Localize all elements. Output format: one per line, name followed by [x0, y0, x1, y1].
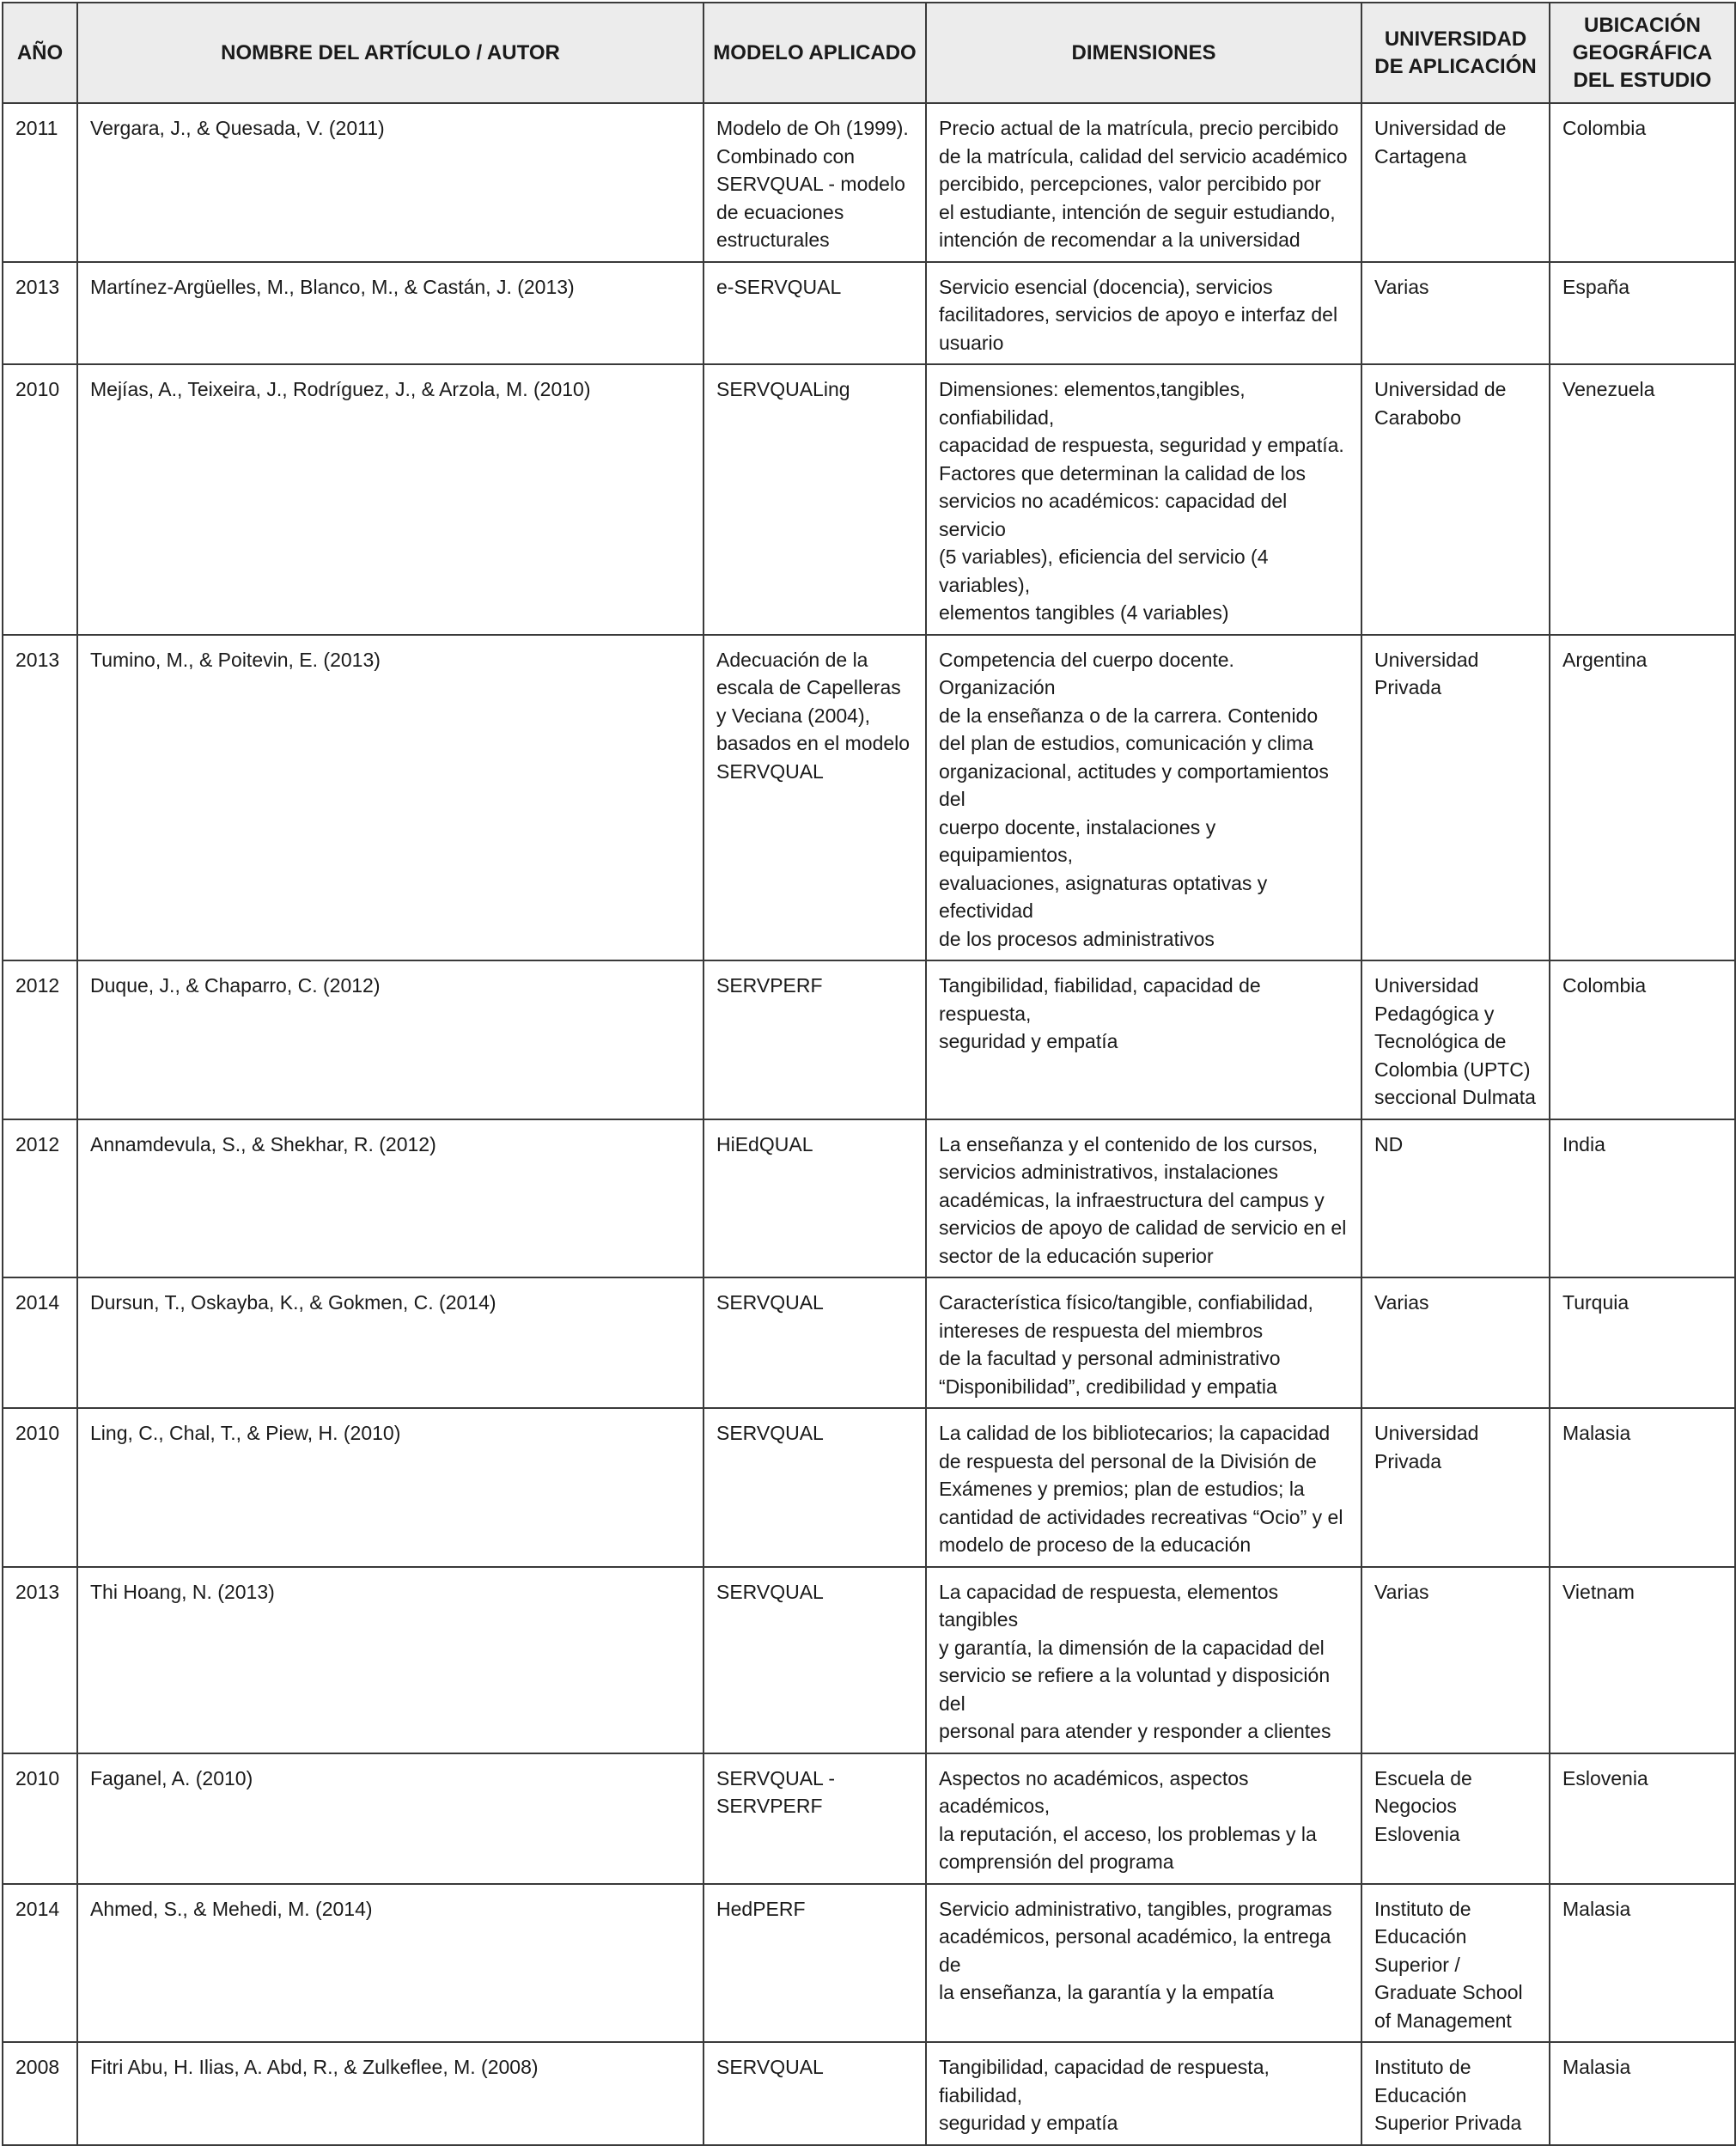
- header-article: NOMBRE DEL ARTÍCULO / AUTOR: [77, 3, 704, 103]
- cell-year: 2012: [3, 1119, 77, 1278]
- cell-dimensions: La calidad de los bibliotecarios; la capacidad de respuesta del personal de la División de Exámenes y premios; plan de estudios; la cantidad de actividades recreativas “Ocio” y el modelo de proceso de la educación: [926, 1408, 1361, 1567]
- cell-model: SERVQUALing: [704, 364, 926, 635]
- cell-year: 2014: [3, 1277, 77, 1408]
- literature-table: [2, 2, 1736, 2146]
- cell-location: Malasia: [1550, 1884, 1735, 2043]
- cell-article: Vergara, J., & Quesada, V. (2011): [77, 103, 704, 262]
- cell-year: 2011: [3, 103, 77, 262]
- header-year: AÑO: [3, 3, 77, 103]
- table-row: [3, 262, 1735, 365]
- cell-year: 2012: [3, 960, 77, 1119]
- table-row: [3, 103, 1735, 262]
- cell-university: Instituto de Educación Superior Privada: [1361, 2042, 1550, 2145]
- cell-article: Ling, C., Chal, T., & Piew, H. (2010): [77, 1408, 704, 1567]
- cell-dimensions: Servicio administrativo, tangibles, programas académicos, personal académico, la entrega de la enseñanza, la garantía y la empatía: [926, 1884, 1361, 2043]
- cell-model: SERVQUAL: [704, 1567, 926, 1753]
- cell-location: Venezuela: [1550, 364, 1735, 635]
- cell-year: 2010: [3, 1408, 77, 1567]
- table-row: [3, 1277, 1735, 1408]
- table-row: [3, 1567, 1735, 1753]
- cell-dimensions: Competencia del cuerpo docente. Organización de la enseñanza o de la carrera. Contenido del plan de estudios, comunicación y clima organizacional, actitudes y comportamientos del cuerpo docente, instalaciones y equipamientos, evaluaciones, asignaturas optativas y efectividad de los procesos administrativos: [926, 635, 1361, 961]
- header-row: [3, 3, 1735, 103]
- cell-article: Fitri Abu, H. Ilias, A. Abd, R., & Zulkeflee, M. (2008): [77, 2042, 704, 2145]
- table-row: [3, 1884, 1735, 2043]
- cell-location: Malasia: [1550, 1408, 1735, 1567]
- cell-model: Modelo de Oh (1999). Combinado con SERVQUAL - modelo de ecuaciones estructurales: [704, 103, 926, 262]
- cell-article: Duque, J., & Chaparro, C. (2012): [77, 960, 704, 1119]
- table-row: [3, 2042, 1735, 2145]
- cell-location: Argentina: [1550, 635, 1735, 961]
- cell-dimensions: Tangibilidad, capacidad de respuesta, fiabilidad, seguridad y empatía: [926, 2042, 1361, 2145]
- cell-location: España: [1550, 262, 1735, 365]
- cell-model: SERVQUAL: [704, 1277, 926, 1408]
- cell-location: Eslovenia: [1550, 1753, 1735, 1884]
- table-row: [3, 1119, 1735, 1278]
- cell-location: Colombia: [1550, 960, 1735, 1119]
- cell-dimensions: Servicio esencial (docencia), servicios facilitadores, servicios de apoyo e interfaz del usuario: [926, 262, 1361, 365]
- cell-university: Universidad Privada: [1361, 1408, 1550, 1567]
- cell-university: Escuela de Negocios Eslovenia: [1361, 1753, 1550, 1884]
- cell-model: SERVQUAL: [704, 1408, 926, 1567]
- cell-model: SERVPERF: [704, 960, 926, 1119]
- cell-university: ND: [1361, 1119, 1550, 1278]
- table-row: [3, 364, 1735, 635]
- cell-dimensions: Dimensiones: elementos,tangibles, confiabilidad, capacidad de respuesta, seguridad y empatía. Factores que determinan la calidad de los servicios no académicos: capacidad del servicio (5 variables), eficiencia del servicio (4 variables), elementos tangibles (4 variables): [926, 364, 1361, 635]
- cell-dimensions: Aspectos no académicos, aspectos académicos, la reputación, el acceso, los problemas y la comprensión del programa: [926, 1753, 1361, 1884]
- cell-article: Dursun, T., Oskayba, K., & Gokmen, C. (2014): [77, 1277, 704, 1408]
- table-row: [3, 1408, 1735, 1567]
- cell-dimensions: Característica físico/tangible, confiabilidad, intereses de respuesta del miembros de la facultad y personal administrativo “Disponibilidad”, credibilidad y empatia: [926, 1277, 1361, 1408]
- cell-dimensions: La capacidad de respuesta, elementos tangibles y garantía, la dimensión de la capacidad del servicio se refiere a la voluntad y disposición del personal para atender y responder a clientes: [926, 1567, 1361, 1753]
- cell-university: Universidad Pedagógica y Tecnológica de Colombia (UPTC) seccional Dulmata: [1361, 960, 1550, 1119]
- cell-article: Ahmed, S., & Mehedi, M. (2014): [77, 1884, 704, 2043]
- cell-location: Malasia: [1550, 2042, 1735, 2145]
- cell-year: 2013: [3, 635, 77, 961]
- cell-university: Varias: [1361, 1277, 1550, 1408]
- cell-university: Varias: [1361, 262, 1550, 365]
- cell-article: Mejías, A., Teixeira, J., Rodríguez, J., & Arzola, M. (2010): [77, 364, 704, 635]
- header-university: UNIVERSIDAD DE APLICACIÓN: [1361, 3, 1550, 103]
- table-row: [3, 635, 1735, 961]
- cell-university: Universidad Privada: [1361, 635, 1550, 961]
- cell-article: Martínez-Argüelles, M., Blanco, M., & Castán, J. (2013): [77, 262, 704, 365]
- cell-year: 2013: [3, 262, 77, 365]
- header-dimensions: DIMENSIONES: [926, 3, 1361, 103]
- cell-model: Adecuación de la escala de Capelleras y Veciana (2004), basados en el modelo SERVQUAL: [704, 635, 926, 961]
- cell-model: e-SERVQUAL: [704, 262, 926, 365]
- cell-university: Varias: [1361, 1567, 1550, 1753]
- cell-location: Vietnam: [1550, 1567, 1735, 1753]
- cell-year: 2014: [3, 1884, 77, 2043]
- cell-article: Faganel, A. (2010): [77, 1753, 704, 1884]
- cell-article: Tumino, M., & Poitevin, E. (2013): [77, 635, 704, 961]
- cell-year: 2010: [3, 1753, 77, 1884]
- cell-dimensions: Precio actual de la matrícula, precio percibido de la matrícula, calidad del servicio académico percibido, percepciones, valor percibido por el estudiante, intención de seguir estudiando, intención de recomendar a la universidad: [926, 103, 1361, 262]
- cell-article: Annamdevula, S., & Shekhar, R. (2012): [77, 1119, 704, 1278]
- cell-year: 2013: [3, 1567, 77, 1753]
- cell-university: Universidad de Carabobo: [1361, 364, 1550, 635]
- header-model: MODELO APLICADO: [704, 3, 926, 103]
- cell-university: Instituto de Educación Superior / Graduate School of Management: [1361, 1884, 1550, 2043]
- cell-article: Thi Hoang, N. (2013): [77, 1567, 704, 1753]
- cell-model: SERVQUAL: [704, 2042, 926, 2145]
- cell-dimensions: Tangibilidad, fiabilidad, capacidad de respuesta, seguridad y empatía: [926, 960, 1361, 1119]
- cell-model: HedPERF: [704, 1884, 926, 2043]
- cell-location: Turquia: [1550, 1277, 1735, 1408]
- table-row: [3, 960, 1735, 1119]
- cell-model: HiEdQUAL: [704, 1119, 926, 1278]
- cell-year: 2008: [3, 2042, 77, 2145]
- cell-model: SERVQUAL - SERVPERF: [704, 1753, 926, 1884]
- cell-year: 2010: [3, 364, 77, 635]
- cell-university: Universidad de Cartagena: [1361, 103, 1550, 262]
- cell-location: Colombia: [1550, 103, 1735, 262]
- header-location: UBICACIÓN GEOGRÁFICA DEL ESTUDIO: [1550, 3, 1735, 103]
- table-row: [3, 1753, 1735, 1884]
- cell-dimensions: La enseñanza y el contenido de los cursos, servicios administrativos, instalaciones académicas, la infraestructura del campus y servicios de apoyo de calidad de servicio en el sector de la educación superior: [926, 1119, 1361, 1278]
- cell-location: India: [1550, 1119, 1735, 1278]
